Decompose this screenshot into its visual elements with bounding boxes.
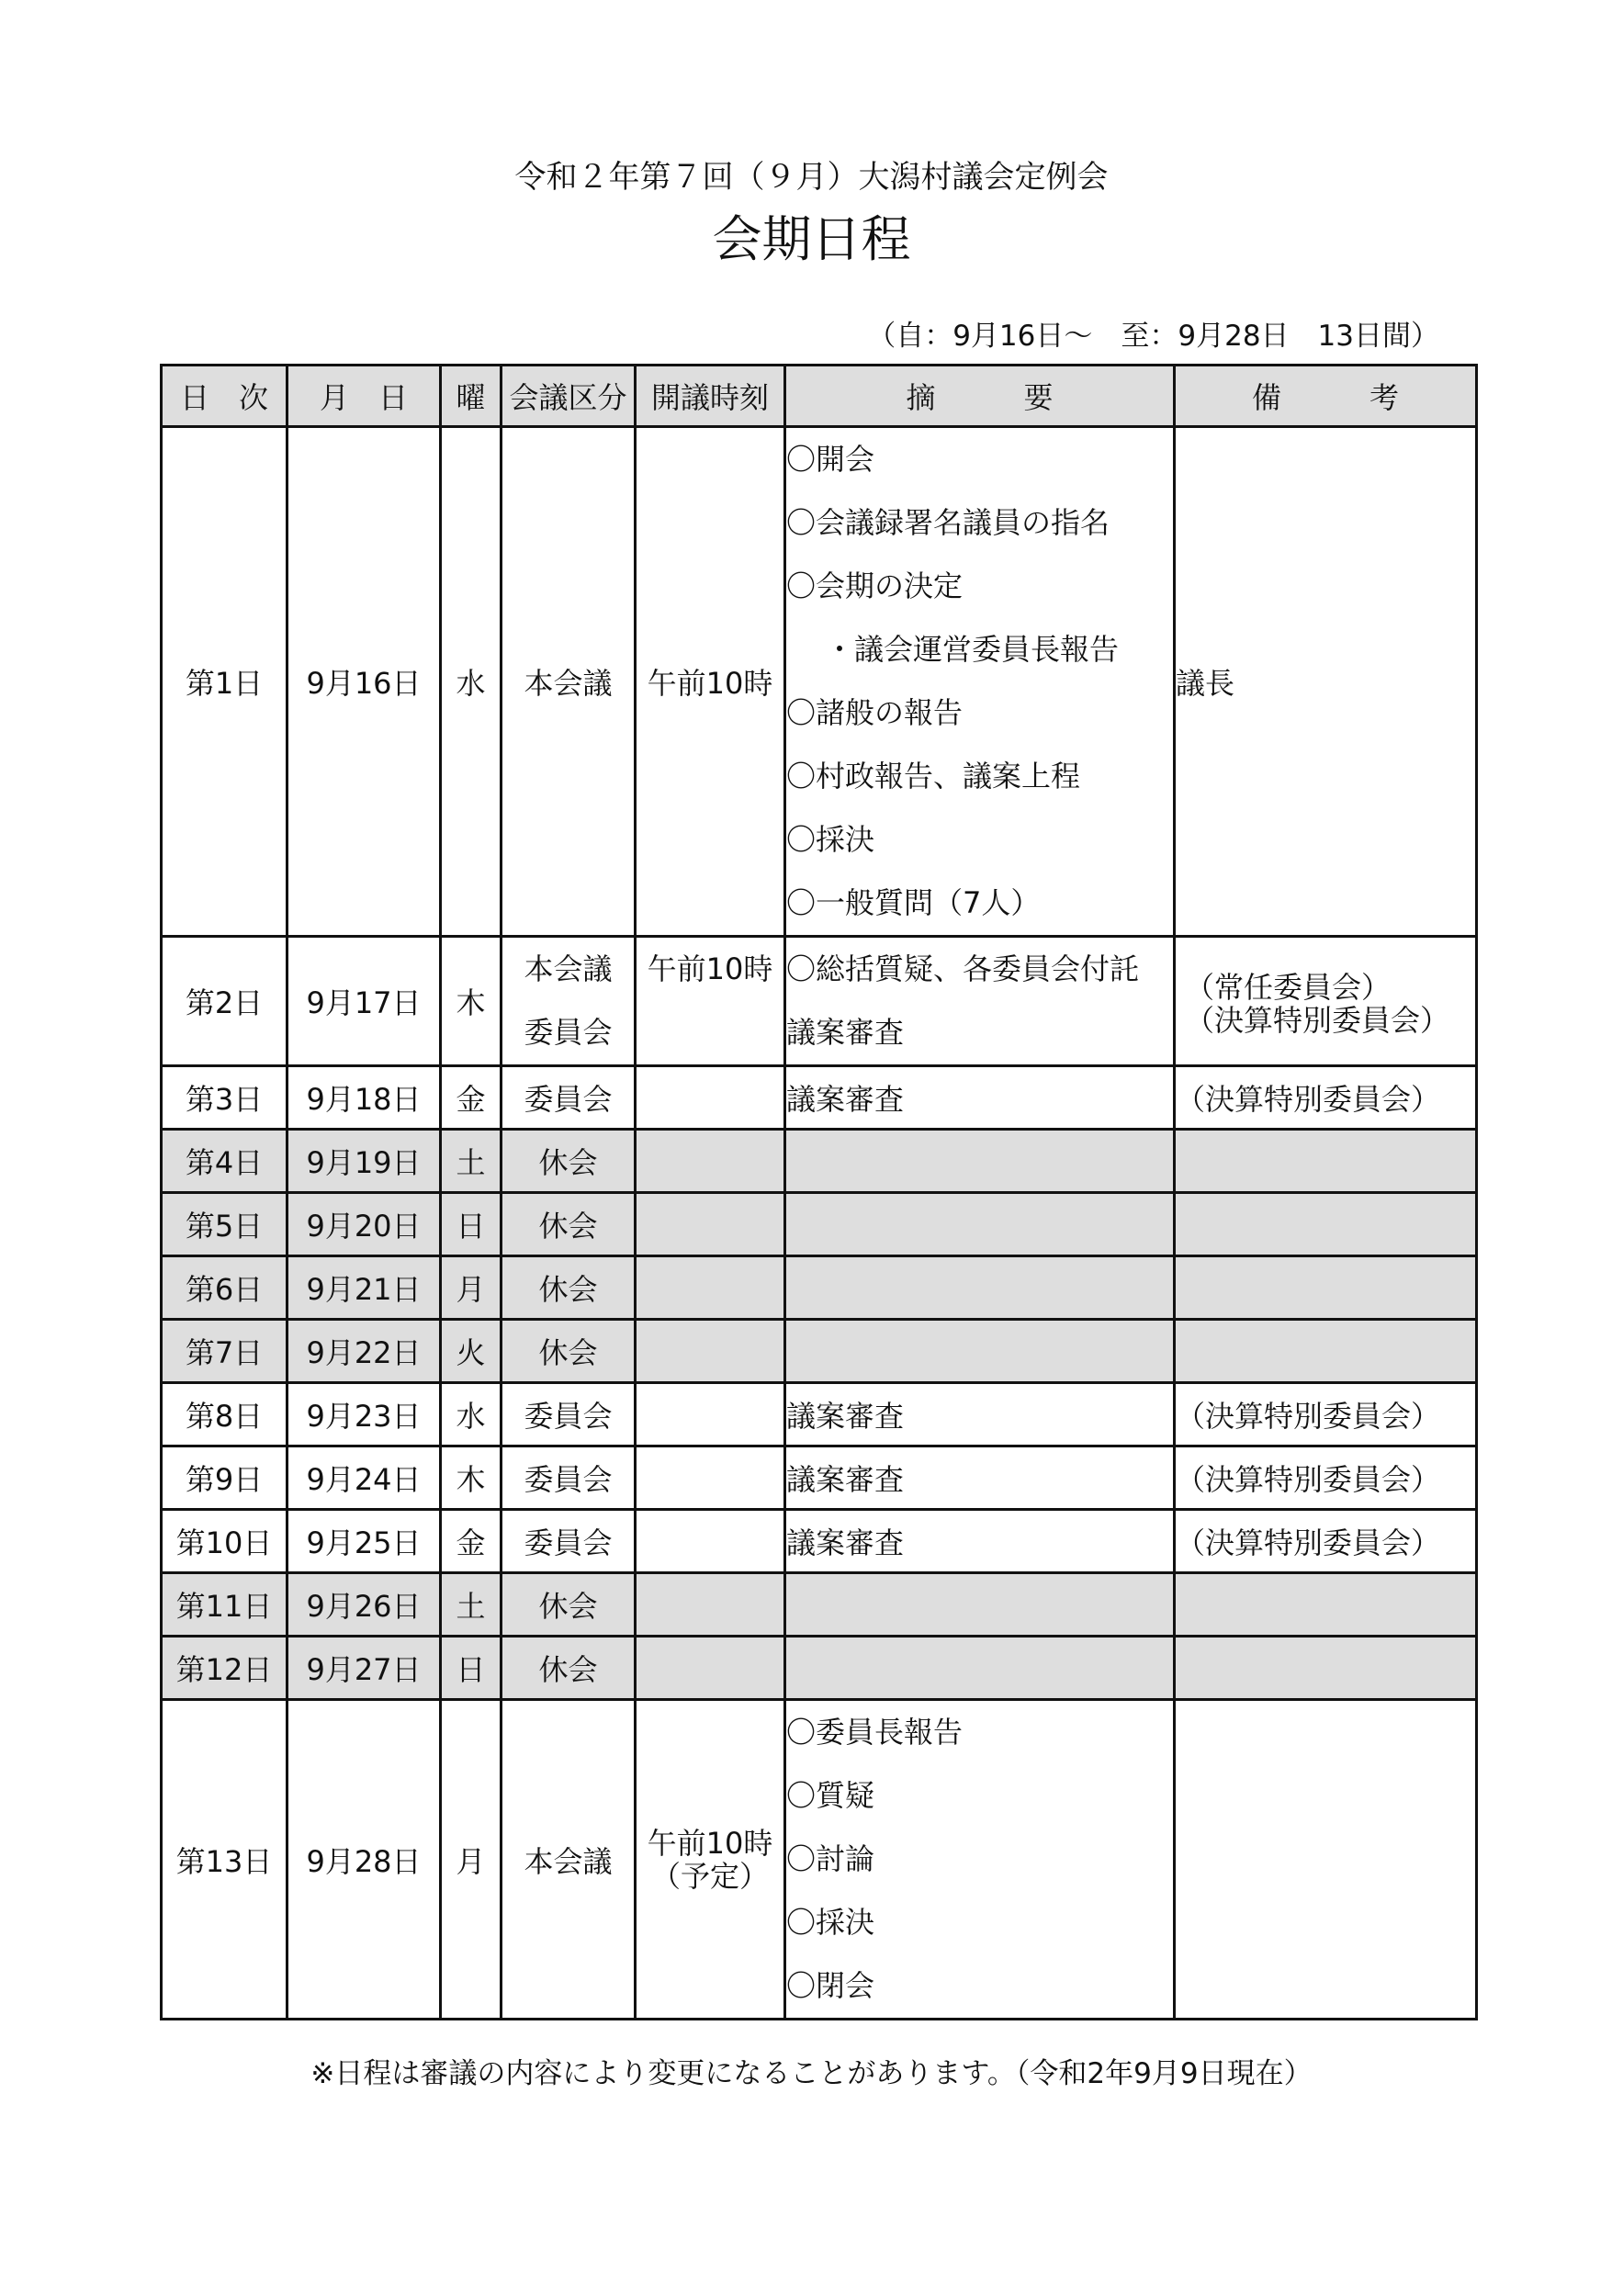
day-cell: 第12日 xyxy=(162,1637,287,1700)
weekday-cell: 木 xyxy=(441,1446,502,1510)
summary-item: 〇開会 xyxy=(786,442,875,477)
weekday-cell: 金 xyxy=(441,1066,502,1130)
note-cell xyxy=(1175,1700,1477,2020)
time-cell xyxy=(636,1573,785,1637)
note-item: （決算特別委員会） xyxy=(1185,1003,1450,1038)
time-cell: 午前10時 xyxy=(636,427,785,937)
time-note: （予定） xyxy=(650,1858,769,1894)
time-cell xyxy=(636,1256,785,1320)
summary-item: 〇一般質問（7人） xyxy=(786,885,1041,920)
summary-item: 〇諸般の報告 xyxy=(786,695,964,730)
note-cell: （決算特別委員会） xyxy=(1175,1446,1477,1510)
note-cell xyxy=(1175,1320,1477,1383)
type-cell: 委員会 xyxy=(502,1446,636,1510)
day-cell: 第5日 xyxy=(162,1193,287,1256)
time-cell xyxy=(636,937,785,1066)
date-cell: 9月17日 xyxy=(287,937,441,1066)
type-cell: 休会 xyxy=(502,1256,636,1320)
date-cell: 9月19日 xyxy=(287,1130,441,1193)
summary-item: 〇総括質疑、各委員会付託 xyxy=(786,951,1140,986)
weekday-cell: 水 xyxy=(441,1383,502,1446)
time-cell xyxy=(636,1130,785,1193)
table-row xyxy=(162,1637,1477,1700)
summary-item: 〇会議録署名議員の指名 xyxy=(786,505,1110,540)
note-cell xyxy=(1175,1256,1477,1320)
type-cell: 本会議 xyxy=(502,427,636,937)
time-value: 午前10時 xyxy=(647,951,773,986)
table-row xyxy=(162,1256,1477,1320)
weekday-cell: 木 xyxy=(441,937,502,1066)
weekday-cell: 月 xyxy=(441,1700,502,2020)
weekday-cell: 日 xyxy=(441,1637,502,1700)
type-cell: 休会 xyxy=(502,1130,636,1193)
day-cell: 第1日 xyxy=(162,427,287,937)
day-cell: 第3日 xyxy=(162,1066,287,1130)
date-cell: 9月21日 xyxy=(287,1256,441,1320)
table-row xyxy=(162,937,1477,1066)
table-row xyxy=(162,427,1477,937)
type-item: 本会議 xyxy=(524,951,613,986)
column-header: 会議区分 xyxy=(502,366,636,427)
schedule-table xyxy=(160,364,1478,2020)
table-row xyxy=(162,1193,1477,1256)
summary-cell xyxy=(785,1320,1175,1383)
weekday-cell: 金 xyxy=(441,1510,502,1573)
session-period: （自：9月16日～ 至：9月28日 13日間） xyxy=(867,320,1439,353)
table-row xyxy=(162,1700,1477,2020)
summary-cell: 議案審査 xyxy=(785,1510,1175,1573)
day-cell: 第13日 xyxy=(162,1700,287,2020)
date-cell: 9月18日 xyxy=(287,1066,441,1130)
type-cell: 休会 xyxy=(502,1573,636,1637)
date-cell: 9月22日 xyxy=(287,1320,441,1383)
type-cell: 休会 xyxy=(502,1193,636,1256)
date-cell: 9月28日 xyxy=(287,1700,441,2020)
table-row xyxy=(162,1383,1477,1446)
summary-item: 〇採決 xyxy=(786,1905,875,1940)
time-value: 午前10時 xyxy=(647,1825,773,1861)
type-cell: 休会 xyxy=(502,1320,636,1383)
date-cell: 9月20日 xyxy=(287,1193,441,1256)
note-cell: （決算特別委員会） xyxy=(1175,1383,1477,1446)
type-cell: 休会 xyxy=(502,1637,636,1700)
time-cell xyxy=(636,1383,785,1446)
note-cell: 議長 xyxy=(1175,427,1477,937)
summary-cell xyxy=(785,1193,1175,1256)
summary-item: 〇閉会 xyxy=(786,1968,875,2003)
note-cell xyxy=(1175,1573,1477,1637)
table-row xyxy=(162,1573,1477,1637)
summary-cell xyxy=(785,1573,1175,1637)
summary-cell: 議案審査 xyxy=(785,1383,1175,1446)
note-cell xyxy=(1175,1193,1477,1256)
time-cell xyxy=(636,1637,785,1700)
time-cell xyxy=(636,1320,785,1383)
time-cell xyxy=(636,1700,785,2020)
summary-cell xyxy=(785,1700,1175,2020)
day-cell: 第8日 xyxy=(162,1383,287,1446)
note-item: （常任委員会） xyxy=(1185,970,1392,1005)
column-header: 開議時刻 xyxy=(636,366,785,427)
footnote: ※日程は審議の内容により変更になることがあります。（令和2年9月9日現在） xyxy=(310,2057,1313,2090)
document-title: 会期日程 xyxy=(712,210,911,268)
weekday-cell: 火 xyxy=(441,1320,502,1383)
summary-item: 〇質疑 xyxy=(786,1778,875,1813)
type-cell: 委員会 xyxy=(502,1066,636,1130)
table-row xyxy=(162,1446,1477,1510)
date-cell: 9月24日 xyxy=(287,1446,441,1510)
table-row xyxy=(162,1510,1477,1573)
summary-cell xyxy=(785,1256,1175,1320)
day-cell: 第10日 xyxy=(162,1510,287,1573)
date-cell: 9月16日 xyxy=(287,427,441,937)
time-cell xyxy=(636,1510,785,1573)
note-cell xyxy=(1175,1637,1477,1700)
weekday-cell: 土 xyxy=(441,1130,502,1193)
weekday-cell: 土 xyxy=(441,1573,502,1637)
day-cell: 第9日 xyxy=(162,1446,287,1510)
column-header: 曜 xyxy=(441,366,502,427)
column-header: 摘 要 xyxy=(785,366,1175,427)
summary-cell xyxy=(785,1637,1175,1700)
summary-item: ・議会運営委員長報告 xyxy=(825,632,1120,667)
date-cell: 9月23日 xyxy=(287,1383,441,1446)
document-subtitle: 令和２年第７回（９月）大潟村議会定例会 xyxy=(514,159,1109,196)
day-cell: 第6日 xyxy=(162,1256,287,1320)
day-cell: 第2日 xyxy=(162,937,287,1066)
day-cell: 第4日 xyxy=(162,1130,287,1193)
summary-item: 議案審査 xyxy=(786,1015,905,1050)
type-item: 委員会 xyxy=(524,1015,613,1050)
weekday-cell: 水 xyxy=(441,427,502,937)
summary-item: 〇会期の決定 xyxy=(786,568,964,603)
summary-cell: 議案審査 xyxy=(785,1446,1175,1510)
weekday-cell: 日 xyxy=(441,1193,502,1256)
summary-item: 〇討論 xyxy=(786,1841,875,1876)
table-row xyxy=(162,1066,1477,1130)
date-cell: 9月25日 xyxy=(287,1510,441,1573)
summary-item: 〇採決 xyxy=(786,822,875,857)
weekday-cell: 月 xyxy=(441,1256,502,1320)
date-cell: 9月27日 xyxy=(287,1637,441,1700)
note-cell: （決算特別委員会） xyxy=(1175,1066,1477,1130)
summary-cell xyxy=(785,937,1175,1066)
type-cell: 委員会 xyxy=(502,1383,636,1446)
column-header: 備 考 xyxy=(1175,366,1477,427)
note-cell xyxy=(1175,937,1477,1066)
table-row xyxy=(162,1320,1477,1383)
note-cell: （決算特別委員会） xyxy=(1175,1510,1477,1573)
time-cell xyxy=(636,1193,785,1256)
summary-cell xyxy=(785,1130,1175,1193)
type-cell: 委員会 xyxy=(502,1510,636,1573)
day-cell: 第7日 xyxy=(162,1320,287,1383)
note-cell xyxy=(1175,1130,1477,1193)
type-cell: 本会議 xyxy=(502,1700,636,2020)
summary-item: 〇村政報告、議案上程 xyxy=(786,759,1081,793)
table-row xyxy=(162,1130,1477,1193)
summary-item: 〇委員長報告 xyxy=(786,1715,964,1750)
header-row xyxy=(162,366,1477,427)
type-cell xyxy=(502,937,636,1066)
date-cell: 9月26日 xyxy=(287,1573,441,1637)
column-header: 月 日 xyxy=(287,366,441,427)
day-cell: 第11日 xyxy=(162,1573,287,1637)
time-cell xyxy=(636,1066,785,1130)
column-header: 日 次 xyxy=(162,366,287,427)
summary-cell: 議案審査 xyxy=(785,1066,1175,1130)
note-lines xyxy=(1176,938,1475,1037)
time-cell xyxy=(636,1446,785,1510)
summary-cell xyxy=(785,427,1175,937)
